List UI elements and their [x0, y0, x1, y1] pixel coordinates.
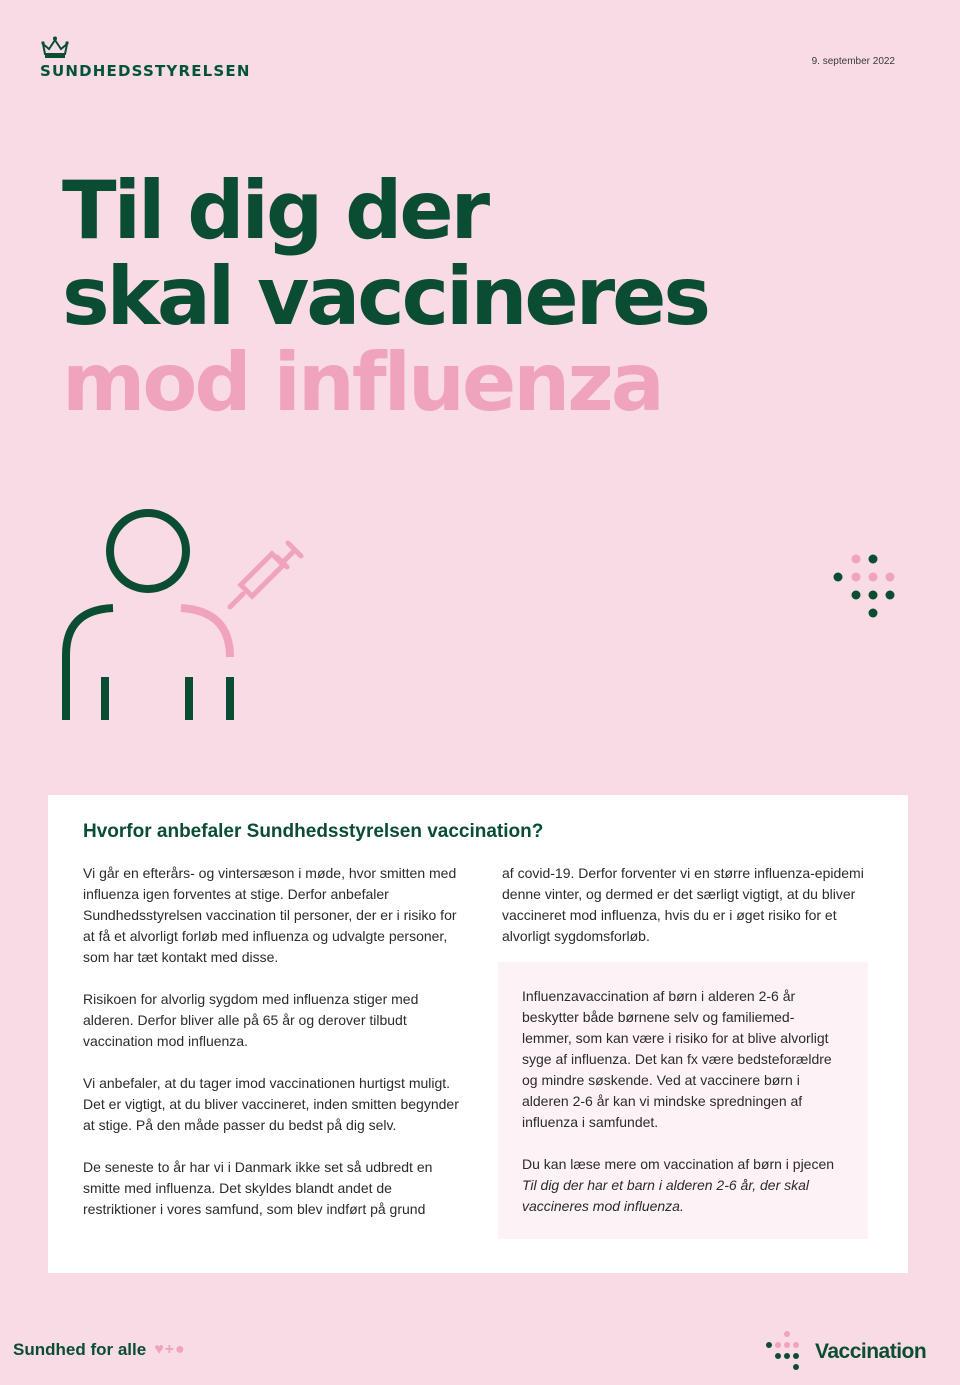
headline-line-3: mod influenza — [62, 336, 662, 429]
vaccination-dots-icon — [765, 1330, 809, 1374]
publication-date: 9. september 2022 — [811, 56, 895, 67]
footer-slogan — [13, 1340, 186, 1360]
brochure-title: Til dig der har et barn i alderen 2-6 år, der skal vaccineres mod influenza. — [522, 1177, 810, 1214]
vaccination-wordmark: Vaccination — [815, 1340, 927, 1363]
paragraph: Vi går en efterårs- og vintersæson i møde, hvor smitten med influenza igen forventes at stige. Derfor anbefaler Sundhedsstyrelsen vaccination til personer, der er i risiko for at få et alvorligt forløb med influenza og udvalgte personer, som har tæt kontakt med disse. — [83, 865, 457, 965]
heart-plus-dot-icon: ♥+● — [154, 1341, 186, 1358]
headline — [62, 164, 709, 429]
footer-vaccination-brand — [765, 1330, 926, 1374]
paragraph: De seneste to år har vi i Danmark ikke set så udbredt en smitte med influenza. Det skyldes blandt andet de restriktioner i vores samfund, som blev indført på grund — [83, 1159, 433, 1217]
card-right-column — [502, 863, 867, 968]
card-title: Hvorfor anbefaler Sundhedsstyrelsen vaccination? — [83, 821, 544, 842]
person-vaccination-icon — [55, 505, 315, 735]
children-note-box — [498, 962, 868, 1239]
info-card — [48, 795, 908, 1273]
headline-line-2: skal vaccineres — [62, 250, 709, 343]
paragraph: Vi anbefaler, at du tager imod vaccinationen hurtigst muligt. Det er vigtigt, at du bliver vaccineret, inden smitten begynder at stige. På den måde passer du bedst på dig selv. — [83, 1075, 459, 1133]
headline-line-1: Til dig der — [62, 164, 488, 257]
card-left-column — [83, 863, 468, 1241]
logo-text: SUNDHEDSSTYRELSEN — [40, 62, 251, 80]
paragraph: Risikoen for alvorlig sygdom med influenza stiger med alderen. Derfor bliver alle på 65 år og derover tilbudt vaccination mod influenza. — [83, 991, 419, 1049]
note-paragraph-reference: Du kan læse mere om vaccination af børn i pjecen Til dig der har et barn i alderen 2-6 år, der skal vaccineres mod influenza. — [522, 1156, 835, 1214]
slogan-text: Sundhed for alle — [13, 1340, 147, 1359]
vaccination-dots-icon — [828, 550, 903, 630]
paragraph: af covid-19. Derfor forventer vi en større influenza-epidemi denne vinter, og dermed er det særligt vigtigt, at du bliver vaccineret mod influenza, hvis du er i øget risiko for et alvorligt sygdomsforløb. — [502, 865, 864, 944]
logo — [40, 36, 250, 80]
note-paragraph: Influenzavaccination af børn i alderen 2-6 år beskytter både børnene selv og familiemed-lemmer, som kan være i risiko for at blive alvorligt syge af influenza. Det kan fx være bedsteforældre og mindre søskende. Ved at vaccinere børn i alderen 2-6 år kan vi mindske spredningen af influenza i samfundet. — [522, 988, 832, 1130]
crown-icon — [40, 36, 70, 60]
